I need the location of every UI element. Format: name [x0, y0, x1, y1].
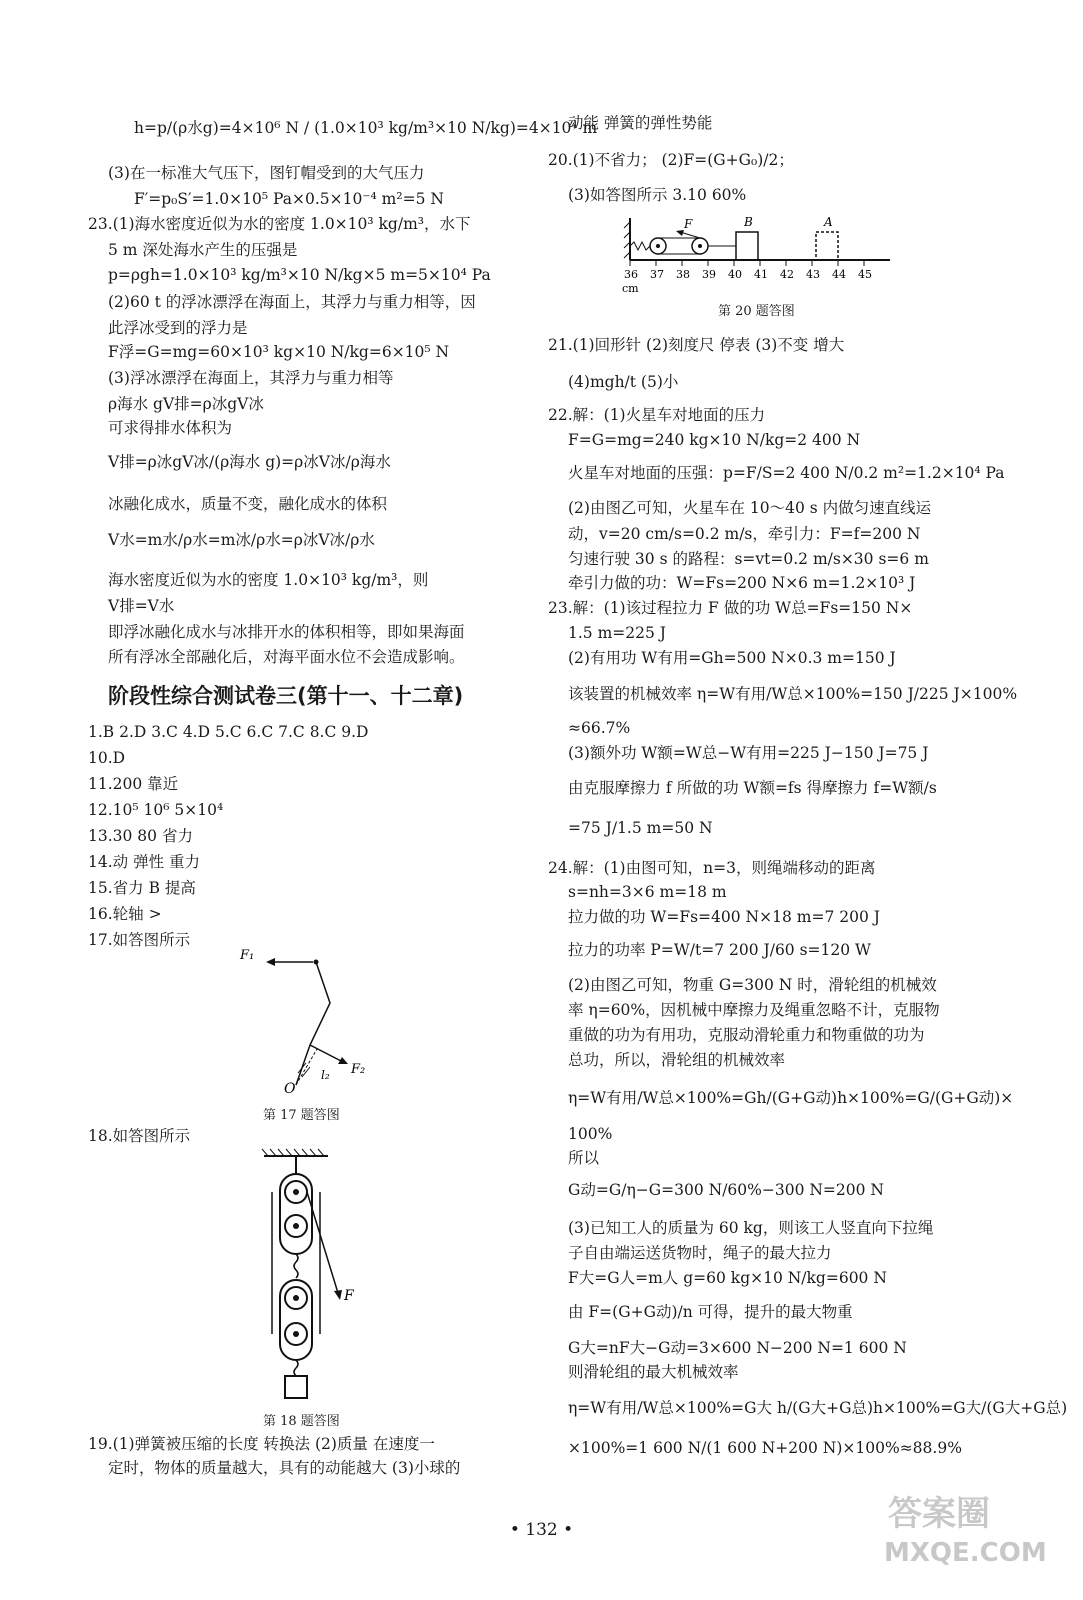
watermark-url: MXQE.COM [884, 1538, 1047, 1568]
l2-label: l₂ [321, 1068, 330, 1082]
answer-line: 匀速行驶 30 s 的路程：s=vt=0.2 m/s×30 s=6 m [568, 550, 929, 568]
ruler-unit-label: cm [622, 282, 639, 295]
figure-caption: 第 17 题答图 [263, 1108, 340, 1123]
text-line: (3)浮冰漂浮在海面上，其浮力与重力相等 [108, 369, 394, 387]
answer-line: 20.(1)不省力； (2)F=(G+G₀)/2； [548, 151, 794, 169]
ruler-tick-label: 38 [676, 268, 690, 281]
force-f-label: F [684, 217, 693, 231]
answer-line: 拉力的功率 P=W/t=7 200 J/60 s=120 W [568, 941, 871, 959]
figure-caption: 第 20 题答图 [718, 304, 795, 319]
answer-line: 子自由端运送货物时，绳子的最大拉力 [568, 1244, 832, 1262]
answer-line: 23.解：(1)该过程拉力 F 做的功 W总=Fs=150 N× [548, 599, 913, 617]
f2-label: F₂ [351, 1062, 366, 1077]
answer-line: η=W有用/W总×100%=Gh/(G+G动)h×100%=G/(G+G动)× [568, 1089, 1014, 1107]
answer-line: 火星车对地面的压强：p=F/S=2 400 N/0.2 m²=1.2×10⁴ Pa [568, 464, 1005, 482]
answer-line: 15.省力 B 提高 [88, 879, 196, 897]
answer-line: 10.D [88, 749, 126, 767]
answer-line: 17.如答图所示 [88, 931, 191, 949]
ruler-tick-label: 41 [754, 268, 768, 281]
ruler-tick-label: 37 [650, 268, 664, 281]
answer-line: 率 η=60%，因机械中摩擦力及绳重忽略不计，克服物 [568, 1001, 940, 1019]
text-line: 可求得排水体积为 [108, 419, 233, 437]
text-line: 5 m 深处海水产生的压强是 [108, 241, 298, 259]
answer-line: (2)由图乙可知，火星车在 10～40 s 内做匀速直线运 [568, 499, 932, 517]
answer-line: 16.轮轴 > [88, 905, 162, 923]
text-line: 即浮冰融化成水与冰排开水的体积相等，即如果海面 [108, 623, 465, 641]
answer-line: 11.200 靠近 [88, 775, 179, 793]
text-line: F′=p₀S′=1.0×10⁵ Pa×0.5×10⁻⁴ m²=5 N [134, 190, 444, 208]
answer-line: 定时，物体的质量越大，具有的动能越大 (3)小球的 [108, 1459, 461, 1477]
answer-line: G大=nF大−G动=3×600 N−200 N=1 600 N [568, 1339, 907, 1357]
answer-line: 14.动 弹性 重力 [88, 853, 201, 871]
pivot-o-label: O [284, 1081, 296, 1097]
answer-line: 1.B 2.D 3.C 4.D 5.C 6.C 7.C 8.C 9.D [88, 723, 369, 741]
answer-line: 重做的功为有用功，克服动滑轮重力和物重做的功为 [568, 1026, 925, 1044]
text-line: 此浮冰受到的浮力是 [108, 319, 248, 337]
ruler-diagram-fig20 [620, 210, 920, 295]
ruler-tick-label: 36 [624, 268, 638, 281]
answer-line: 该装置的机械效率 η=W有用/W总×100%=150 J/225 J×100% [568, 685, 1018, 703]
text-line: 所有浮冰全部融化后，对海平面水位不会造成影响。 [108, 648, 465, 666]
answer-line: F=G=mg=240 kg×10 N/kg=2 400 N [568, 431, 861, 449]
ruler-tick-label: 45 [858, 268, 872, 281]
text-line: 冰融化成水，质量不变，融化成水的体积 [108, 495, 388, 513]
ruler-tick-label: 40 [728, 268, 742, 281]
answer-line: 牵引力做的功：W=Fs=200 N×6 m=1.2×10³ J [568, 574, 916, 592]
f1-label: F₁ [240, 948, 255, 963]
answer-line: ×100%=1 600 N/(1 600 N+200 N)×100%≈88.9% [568, 1439, 962, 1457]
answer-line: s=nh=3×6 m=18 m [568, 883, 727, 901]
answer-line: ≈66.7% [568, 719, 631, 737]
answer-line: 总功，所以，滑轮组的机械效率 [568, 1051, 786, 1069]
figure-caption: 第 18 题答图 [263, 1414, 340, 1429]
answer-line: 则滑轮组的最大机械效率 [568, 1363, 739, 1381]
answer-line: 13.30 80 省力 [88, 827, 193, 845]
answer-line: 24.解：(1)由图可知，n=3，则绳端移动的距离 [548, 859, 876, 877]
text-line: V水=m水/ρ水=m冰/ρ水=ρ冰V冰/ρ水 [108, 531, 375, 549]
watermark-text: 答案圈 [888, 1494, 990, 1534]
text-line: (3)在一标准大气压下，图钉帽受到的大气压力 [108, 164, 425, 182]
answer-line: η=W有用/W总×100%=G大 h/(G大+G总)h×100%=G大/(G大+G总) [568, 1399, 1068, 1417]
text-line: V排=V水 [108, 597, 175, 615]
text-line: h=p/(ρ水g)=4×10⁶ N / (1.0×10³ kg/m³×10 N/kg)=4×10⁴ m [134, 119, 598, 137]
ruler-scale [624, 260, 872, 281]
answer-line: 由 F=(G+G动)/n 可得，提升的最大物重 [568, 1303, 853, 1321]
answer-line: 1.5 m=225 J [568, 624, 666, 642]
watermark-logo [880, 1480, 1070, 1590]
text-line: F浮=G=mg=60×10³ kg×10 N/kg=6×10⁵ N [108, 343, 450, 361]
answer-line: 动，v=20 cm/s=0.2 m/s，牵引力：F=f=200 N [568, 525, 921, 543]
ruler-tick-label: 43 [806, 268, 820, 281]
pulley-diagram-fig18 [258, 1148, 378, 1408]
answer-line: 21.(1)回形针 (2)刻度尺 停表 (3)不变 增大 [548, 336, 845, 354]
answer-line: 100% [568, 1125, 613, 1143]
force-f-label: F [344, 1288, 354, 1304]
section-heading: 阶段性综合测试卷三(第十一、十二章) [108, 684, 464, 708]
answer-line: 18.如答图所示 [88, 1127, 191, 1145]
answer-line: =75 J/1.5 m=50 N [568, 819, 713, 837]
answer-line: 12.10⁵ 10⁶ 5×10⁴ [88, 801, 224, 819]
text-line: V排=ρ冰gV冰/(ρ海水 g)=ρ冰V冰/ρ海水 [108, 453, 391, 471]
answer-line: 22.解：(1)火星车对地面的压力 [548, 406, 766, 424]
answer-line: 19.(1)弹簧被压缩的长度 转换法 (2)质量 在速度一 [88, 1435, 435, 1453]
answer-line: (3)如答图所示 3.10 60% [568, 186, 747, 204]
text-line: 23.(1)海水密度近似为水的密度 1.0×10³ kg/m³，水下 [88, 215, 471, 233]
answer-line: (4)mgh/t (5)小 [568, 373, 679, 391]
lever-diagram-fig17 [228, 945, 398, 1105]
text-line: ρ海水 gV排=ρ冰gV冰 [108, 395, 264, 413]
ruler-tick-label: 39 [702, 268, 716, 281]
answer-line: (3)已知工人的质量为 60 kg，则该工人竖直向下拉绳 [568, 1219, 934, 1237]
answer-line: 由克服摩擦力 f 所做的功 W额=fs 得摩擦力 f=W额/s [568, 779, 937, 797]
page-number: • 132 • [509, 1520, 574, 1540]
answer-line: 动能 弹簧的弹性势能 [568, 114, 713, 132]
ruler-tick-label: 44 [832, 268, 846, 281]
answer-line: 拉力做的功 W=Fs=400 N×18 m=7 200 J [568, 908, 880, 926]
answer-line: G动=G/η−G=300 N/60%−300 N=200 N [568, 1181, 884, 1199]
block-a-label: A [824, 215, 833, 229]
block-b-label: B [744, 215, 753, 229]
text-line: 海水密度近似为水的密度 1.0×10³ kg/m³，则 [108, 571, 429, 589]
text-line: p=ρgh=1.0×10³ kg/m³×10 N/kg×5 m=5×10⁴ Pa [108, 266, 491, 284]
answer-line: (2)由图乙可知，物重 G=300 N 时，滑轮组的机械效 [568, 976, 937, 994]
answer-line: (2)有用功 W有用=Gh=500 N×0.3 m=150 J [568, 649, 896, 667]
ruler-tick-label: 42 [780, 268, 794, 281]
answer-line: F大=G人=m人 g=60 kg×10 N/kg=600 N [568, 1269, 887, 1287]
answer-line: (3)额外功 W额=W总−W有用=225 J−150 J=75 J [568, 744, 929, 762]
text-line: (2)60 t 的浮冰漂浮在海面上，其浮力与重力相等，因 [108, 293, 476, 311]
answer-line: 所以 [568, 1149, 600, 1167]
